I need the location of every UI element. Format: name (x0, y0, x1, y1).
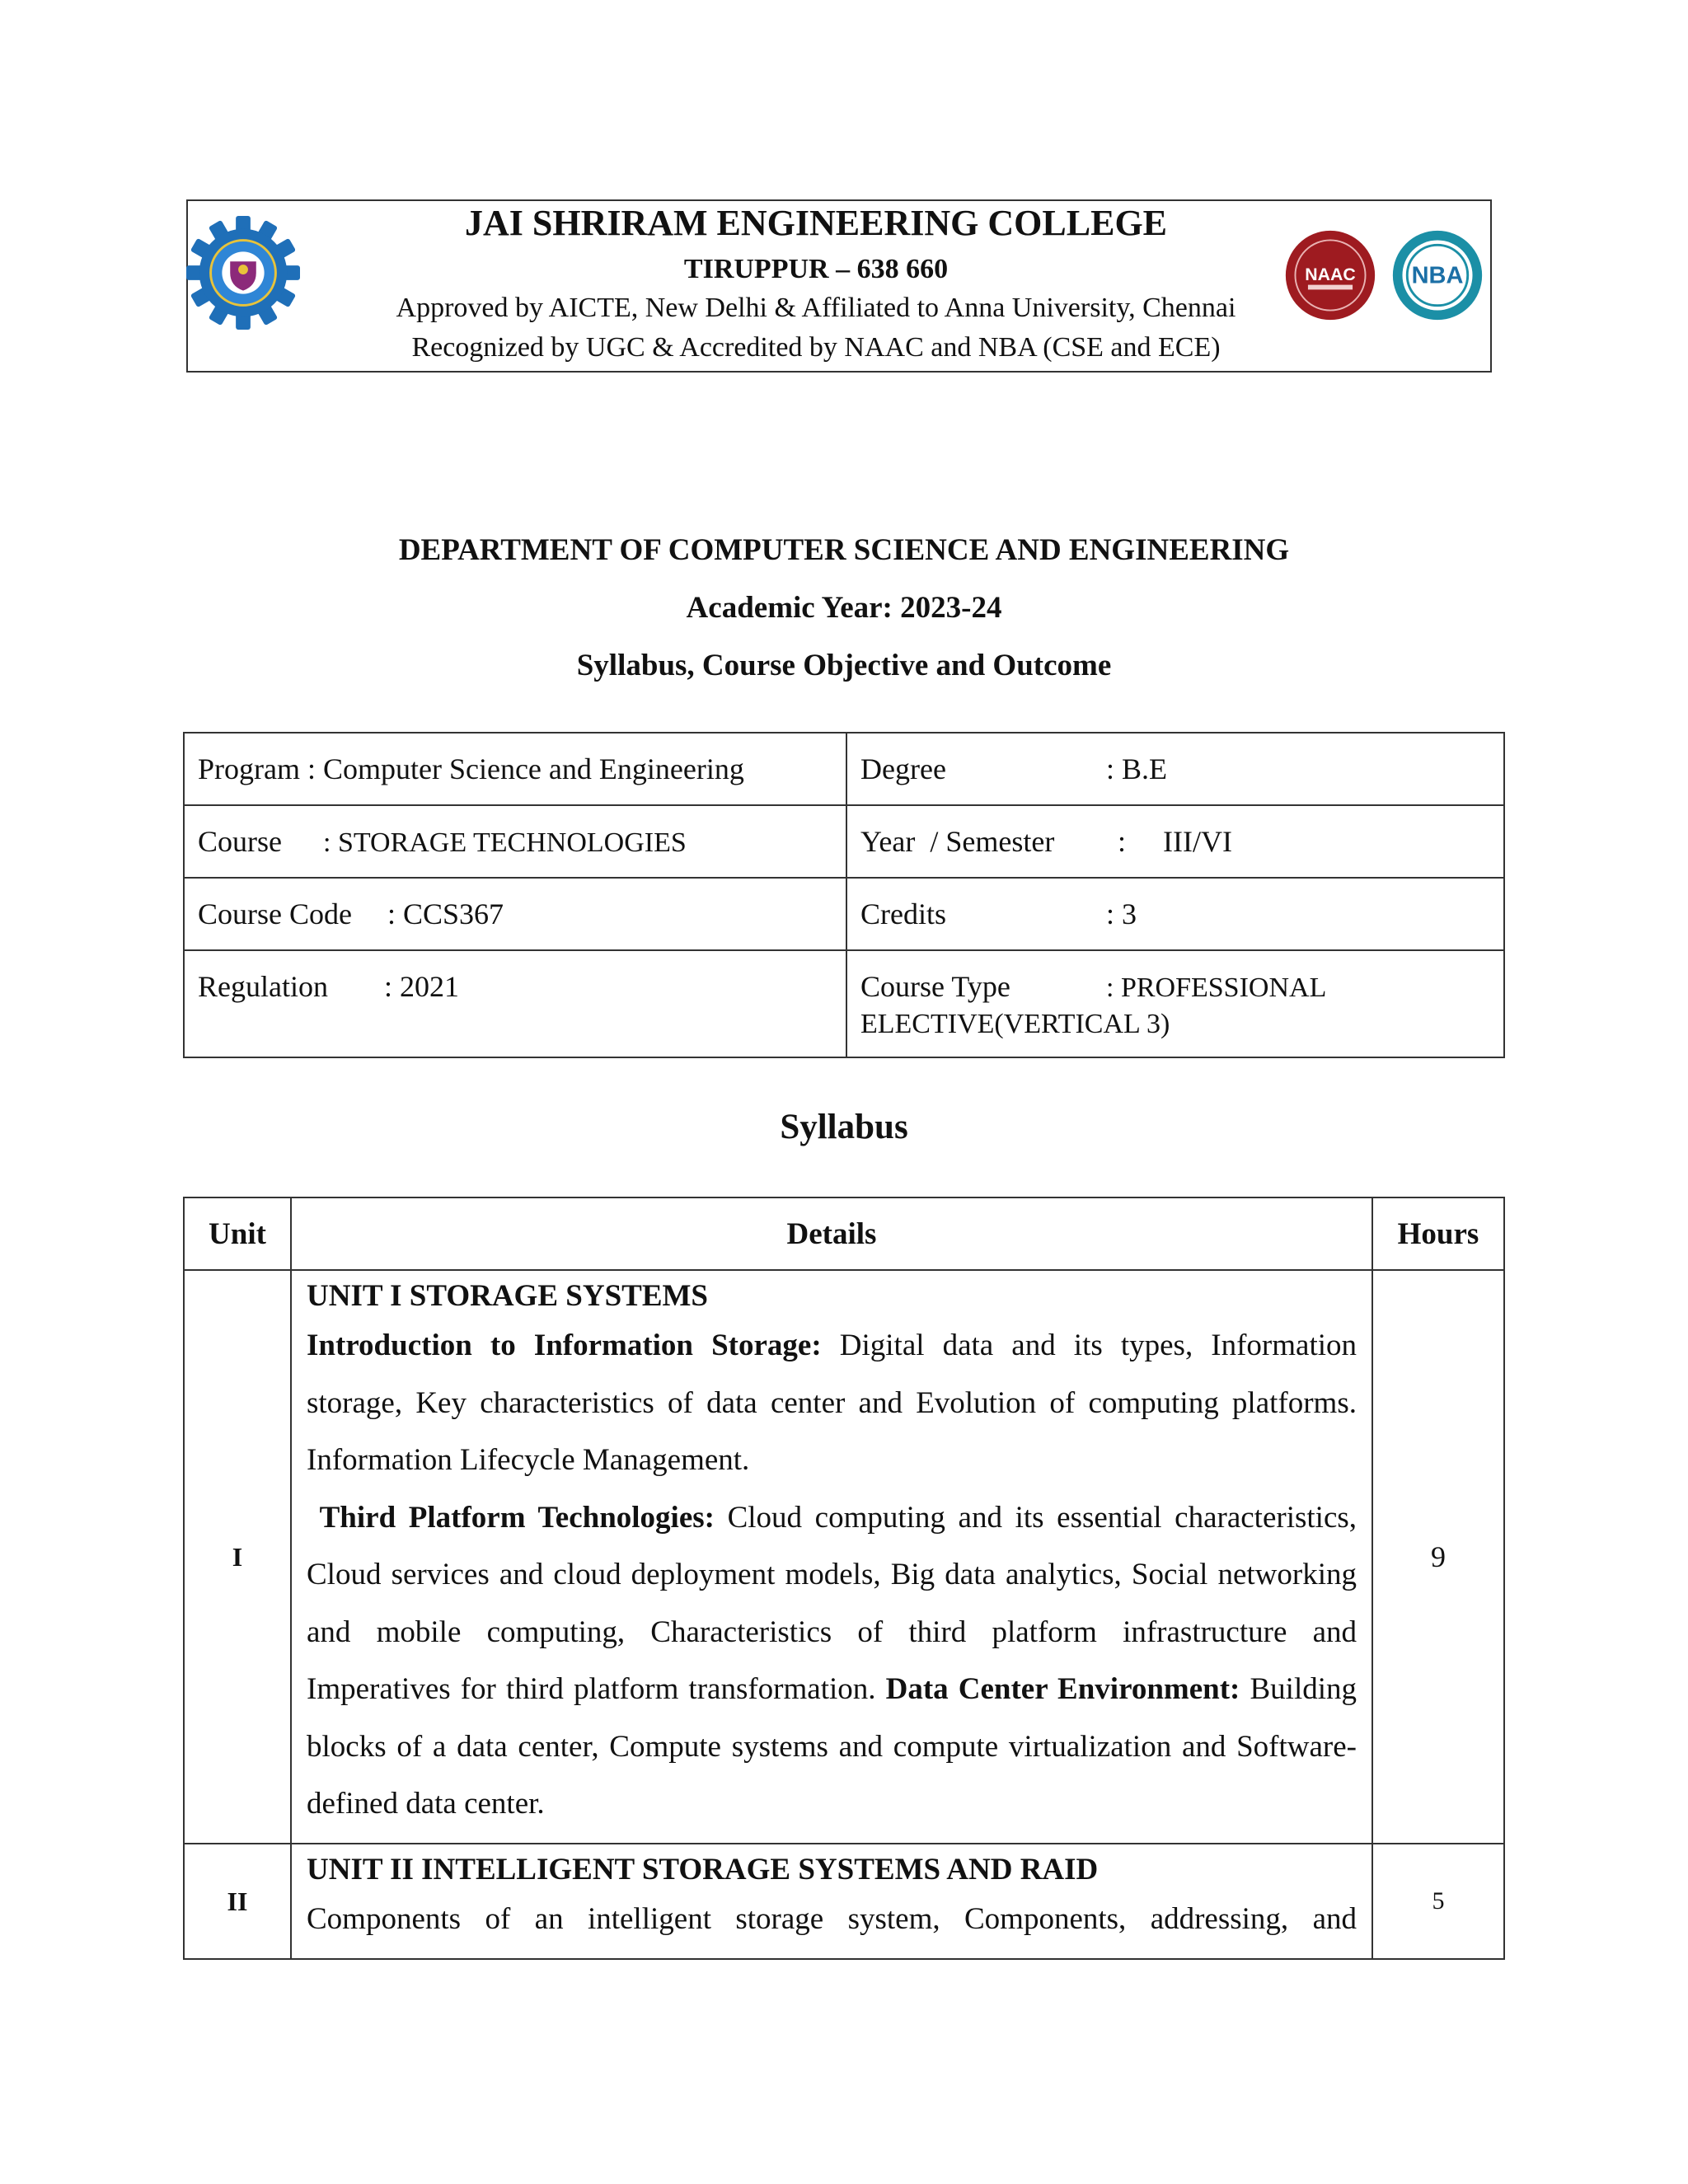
unit-number: II (184, 1844, 291, 1959)
course-value: : STORAGE TECHNOLOGIES (323, 827, 687, 858)
college-logo-gear-icon (186, 216, 300, 330)
regulation-label: Regulation (198, 970, 328, 1003)
college-recognition: Recognized by UGC & Accredited by NAAC and NBA (CSE and ECE) (411, 332, 1221, 363)
degree-label: Degree (860, 752, 946, 785)
topic-text: Cloud computing and its essential characteristics, Cloud services and cloud deployment models, Big data analytics, Social networking and mobile computing, Characteristics of third platform infrastructure and Imperatives for third platform transformation. (307, 1500, 1357, 1706)
regulation-value: : 2021 (384, 970, 460, 1003)
unit-details (291, 1844, 1372, 1959)
course-type-label: Course Type (860, 970, 1010, 1003)
svg-text:NBA: NBA (1411, 262, 1464, 289)
unit-details (291, 1270, 1372, 1844)
course-code-cell (184, 878, 846, 950)
unit-hours: 9 (1372, 1270, 1504, 1844)
topic-heading: Introduction to Information Storage: (307, 1329, 822, 1362)
info-row (184, 805, 1504, 878)
unit-title: UNIT II INTELLIGENT STORAGE SYSTEMS AND RAID (307, 1853, 1099, 1886)
course-type-value-cont: ELECTIVE(VERTICAL 3) (860, 1009, 1170, 1039)
degree-value: : B.E (1106, 752, 1168, 785)
unit-paragraph (307, 1489, 1357, 1833)
course-code-value: : CCS367 (387, 898, 504, 930)
course-code-label: Course Code (198, 898, 352, 930)
column-header-details: Details (291, 1197, 1372, 1270)
topic-heading: Data Center Environment: (885, 1672, 1240, 1706)
column-header-unit: Unit (184, 1197, 291, 1270)
topic-text: Building blocks of a data center, Compute systems and compute virtualization and Software-defined data center. (307, 1672, 1357, 1821)
syllabus-table (183, 1197, 1505, 1960)
credits-value: : 3 (1106, 898, 1137, 930)
unit-number: I (184, 1270, 291, 1844)
course-info-table (183, 732, 1505, 1058)
nba-logo-icon (1390, 227, 1485, 323)
info-row (184, 878, 1504, 950)
credits-cell (846, 878, 1504, 950)
topic-heading: Third Platform Technologies: (319, 1500, 715, 1535)
program-value: Computer Science and Engineering (322, 752, 744, 785)
program-label: Program : (198, 752, 316, 785)
syllabus-heading: Syllabus (780, 1108, 908, 1146)
regulation-cell (184, 950, 846, 1057)
course-type-value: : PROFESSIONAL (1106, 972, 1327, 1003)
course-type-cell (846, 950, 1504, 1057)
college-name: JAI SHRIRAM ENGINEERING COLLEGE (464, 203, 1168, 243)
table-row (184, 1270, 1504, 1844)
unit-title: UNIT I STORAGE SYSTEMS (307, 1279, 708, 1313)
unit-hours: 5 (1372, 1844, 1504, 1959)
table-row (184, 1844, 1504, 1959)
column-header-hours: Hours (1372, 1197, 1504, 1270)
credits-label: Credits (860, 898, 946, 930)
unit-paragraph (307, 1317, 1357, 1489)
program-cell (184, 733, 846, 805)
course-cell (184, 805, 846, 878)
unit-paragraph: Components of an intelligent storage system, Components, addressing, and (307, 1902, 1357, 1936)
info-row (184, 733, 1504, 805)
svg-text:NAAC: NAAC (1305, 264, 1356, 284)
year-semester-label: Year / Semester (860, 825, 1055, 858)
topic-text: Digital data and its types, Information storage, Key characteristics of data center and Evolution of computing platforms. Information Lifecycle Management. (307, 1329, 1357, 1477)
course-label: Course (198, 825, 282, 858)
syllabus-header-row (184, 1197, 1504, 1270)
year-semester-cell (846, 805, 1504, 878)
info-row (184, 950, 1504, 1057)
year-semester-value: : III/VI (1118, 825, 1232, 858)
academic-year: Academic Year: 2023-24 (686, 591, 1002, 625)
degree-cell (846, 733, 1504, 805)
document-subtitle: Syllabus, Course Objective and Outcome (576, 649, 1112, 682)
college-approval: Approved by AICTE, New Delhi & Affiliated to Anna University, Chennai (396, 293, 1236, 323)
college-place: TIRUPPUR – 638 660 (683, 254, 949, 284)
department-title: DEPARTMENT OF COMPUTER SCIENCE AND ENGINEERING (398, 533, 1290, 567)
